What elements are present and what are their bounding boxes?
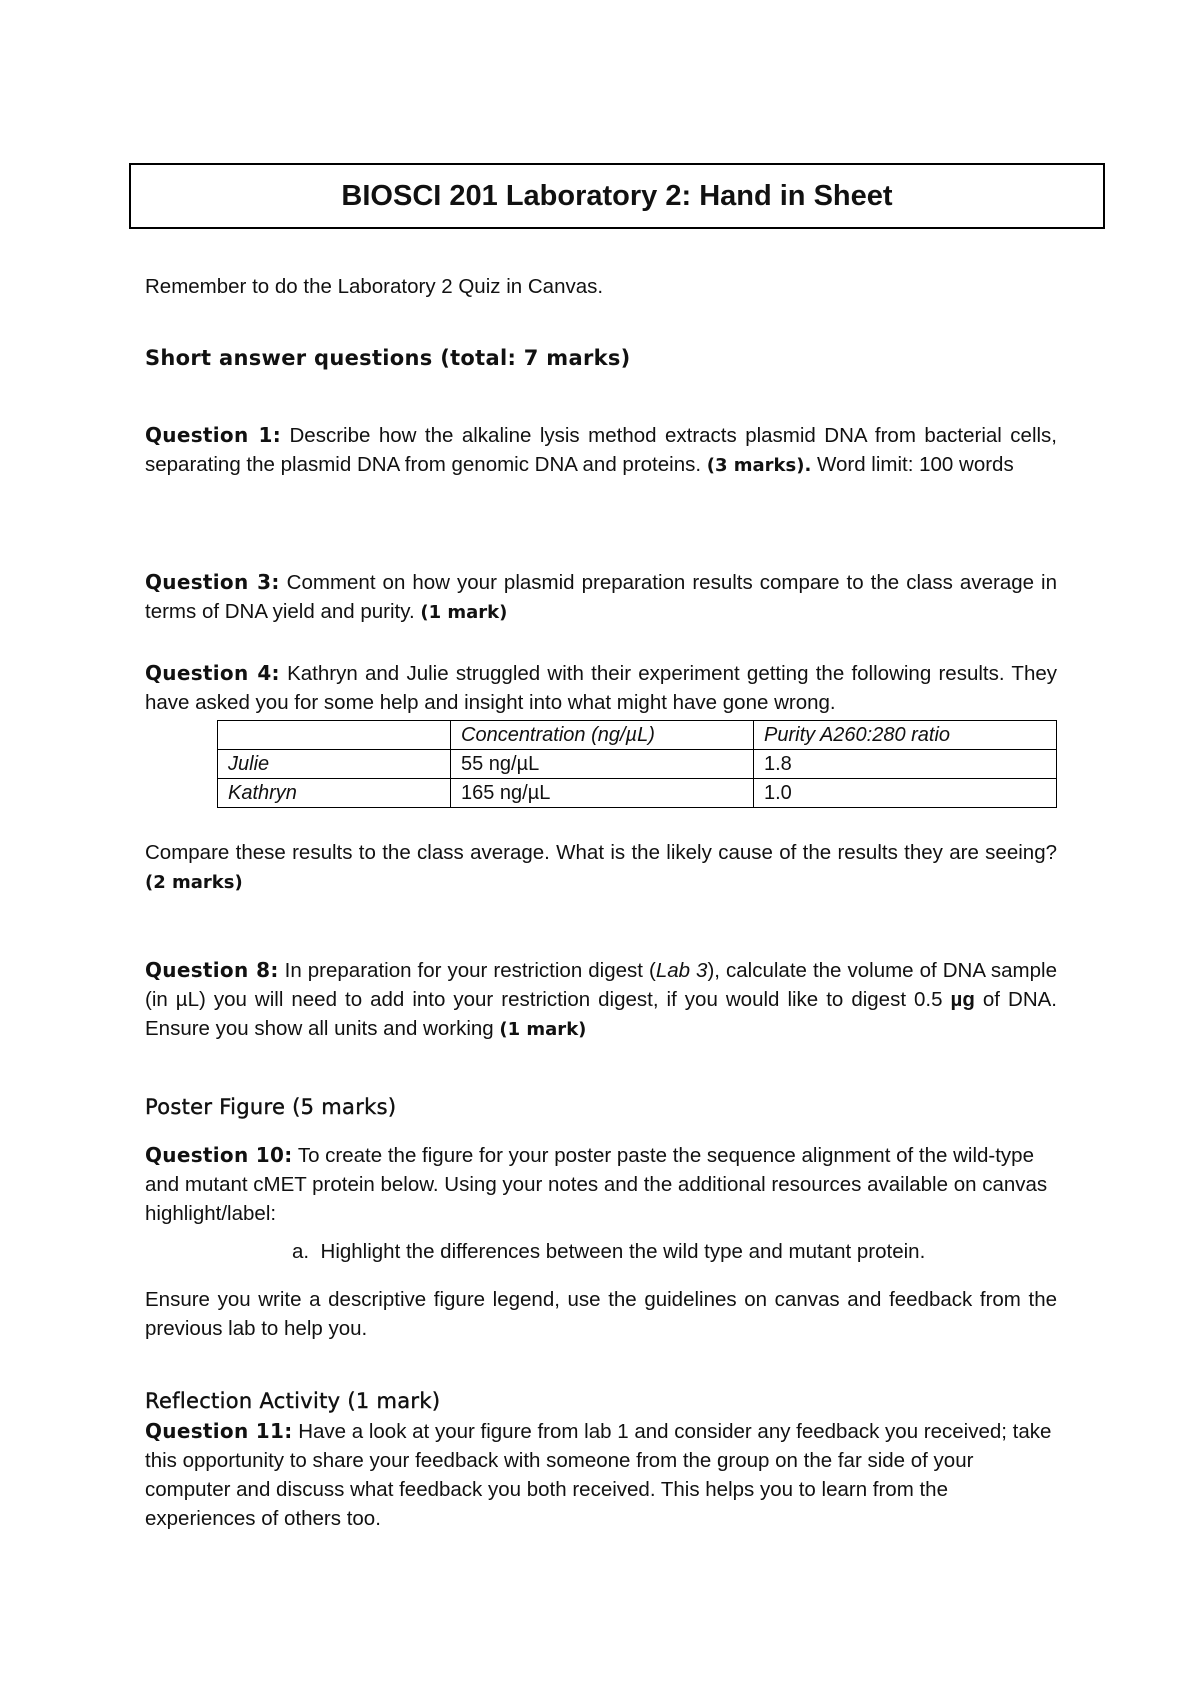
question-4-text: Kathryn and Julie struggled with their experiment getting the following results. They have asked you for some help and insight into what might have gone wrong.	[145, 662, 1058, 714]
question-10	[145, 1141, 1057, 1228]
table-cell-purity: 1.0	[754, 779, 1057, 808]
table-cell-purity: 1.8	[754, 750, 1057, 779]
question-8-text-b: ), calculate the volume of DNA sample (in µL) you will need to add into your restriction digest, if you would like to digest 0.5	[145, 959, 1057, 1011]
question-8-marks: (1 mark)	[499, 1019, 587, 1040]
list-item-a-text: Highlight the differences between the wild type and mutant protein.	[320, 1240, 926, 1263]
list-item-a-marker: a.	[292, 1240, 310, 1263]
question-3	[145, 568, 1057, 627]
table-row	[218, 779, 1057, 808]
table-header-row	[218, 721, 1057, 750]
question-1-tail: Word limit: 100 words	[811, 453, 1014, 476]
table-row	[218, 750, 1057, 779]
question-1-text: Describe how the alkaline lysis method extracts plasmid DNA from bacterial cells, separating the plasmid DNA from genomic DNA and proteins.	[145, 424, 1057, 476]
question-8-lab: Lab 3	[655, 959, 708, 982]
title-box	[129, 163, 1105, 229]
table-header-cell	[218, 721, 451, 750]
question-8-text-c: of DNA. Ensure you show all units and working	[145, 988, 1057, 1040]
list-item-a	[292, 1240, 925, 1264]
figure-legend-instructions: Ensure you write a descriptive figure legend, use the guidelines on canvas and feedback from the previous lab to help you.	[145, 1288, 1057, 1340]
question-4-marks: (2 marks)	[145, 872, 243, 893]
question-11-label: Question 11:	[145, 1419, 293, 1443]
question-1	[145, 421, 1057, 480]
table-header-cell: Concentration (ng/µL)	[451, 721, 754, 750]
question-3-text: Comment on how your plasmid preparation results compare to the class average in terms of DNA yield and purity.	[145, 571, 1058, 623]
question-8-text-a: In preparation for your restriction digest (	[278, 959, 656, 982]
reminder-text: Remember to do the Laboratory 2 Quiz in Canvas.	[145, 275, 604, 298]
question-10-text: To create the figure for your poster paste the sequence alignment of the wild-type and mutant cMET protein below. Using your notes and the additional resources available on canvas highlight/label:	[145, 1144, 1048, 1225]
reflection-heading: Reflection Activity (1 mark)	[145, 1389, 441, 1413]
question-11	[145, 1417, 1057, 1533]
table-cell-concentration: 55 ng/µL	[451, 750, 754, 779]
poster-figure-heading: Poster Figure (5 marks)	[145, 1095, 397, 1119]
table-cell-name: Kathryn	[218, 779, 451, 808]
table-header-cell: Purity A260:280 ratio	[754, 721, 1057, 750]
question-4-label: Question 4:	[145, 661, 280, 685]
question-11-text: Have a look at your figure from lab 1 and consider any feedback you received; take this opportunity to share your feedback with someone from the group on the far side of your computer and discuss what feedback you both received. This helps you to learn from the experiences of others too.	[145, 1420, 1052, 1530]
question-8	[145, 956, 1057, 1044]
question-1-marks: (3 marks).	[706, 455, 812, 476]
question-10-label: Question 10:	[145, 1143, 293, 1167]
question-3-label: Question 3:	[145, 570, 280, 594]
short-answer-heading: Short answer questions (total: 7 marks)	[145, 346, 631, 370]
results-table	[217, 720, 1057, 808]
table-cell-concentration: 165 ng/µL	[451, 779, 754, 808]
question-4	[145, 659, 1057, 717]
table-cell-name: Julie	[218, 750, 451, 779]
question-4-followup-text: Compare these results to the class average. What is the likely cause of the results they are seeing?	[145, 841, 1057, 864]
question-8-unit: µg	[950, 988, 975, 1011]
question-4-followup	[145, 838, 1057, 897]
question-8-label: Question 8:	[145, 958, 279, 982]
question-3-marks: (1 mark)	[420, 602, 508, 623]
question-1-label: Question 1:	[145, 423, 282, 447]
page-title: BIOSCI 201 Laboratory 2: Hand in Sheet	[341, 179, 893, 212]
